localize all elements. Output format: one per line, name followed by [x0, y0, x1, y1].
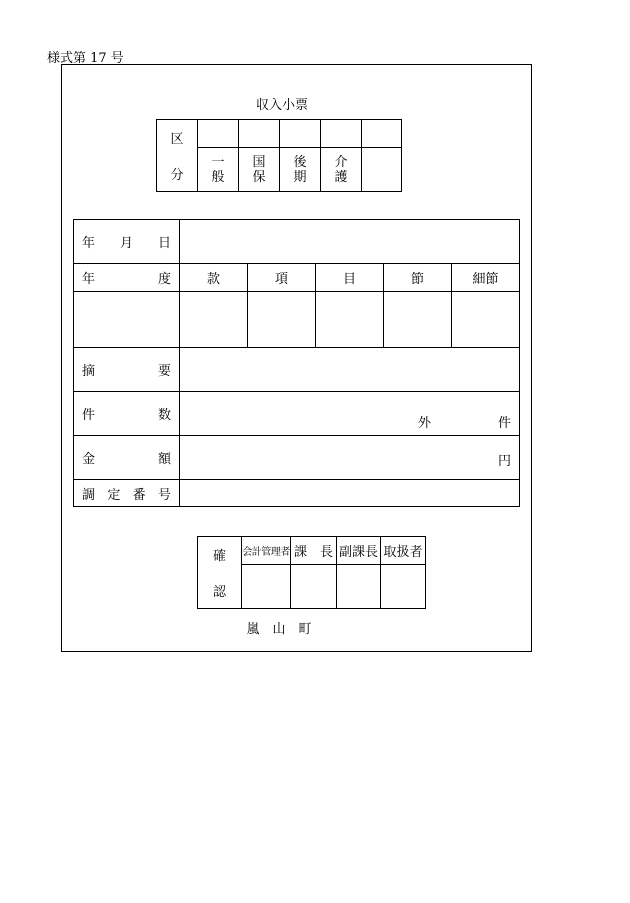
- kou-field[interactable]: [248, 292, 316, 348]
- amount-label: 金 額: [74, 436, 180, 480]
- category-check-kaigo[interactable]: [321, 120, 362, 148]
- confirm-label-bottom: 認: [212, 585, 226, 600]
- confirm-label-cell: [198, 537, 242, 609]
- role-section-chief: 課 長: [291, 537, 337, 565]
- adjust-number-field[interactable]: [180, 480, 520, 507]
- moku-field[interactable]: [316, 292, 384, 348]
- confirmation-table: [197, 536, 426, 609]
- form-title: [0, 94, 630, 113]
- role-deputy-chief: 副課長: [337, 537, 381, 565]
- summary-field[interactable]: [180, 348, 520, 392]
- kan-field[interactable]: [180, 292, 248, 348]
- date-field[interactable]: [180, 220, 520, 264]
- amount-unit: 円: [497, 454, 511, 469]
- category-blank: [362, 148, 402, 192]
- stamp-deputy-chief[interactable]: [337, 565, 381, 609]
- stamp-accounting-manager[interactable]: [242, 565, 291, 609]
- category-check-kouki[interactable]: [280, 120, 321, 148]
- count-unit: 件: [497, 416, 511, 431]
- category-kokuho: 国 保: [239, 148, 280, 192]
- category-general: 一 般: [198, 148, 239, 192]
- column-kou: 項: [248, 264, 316, 292]
- form-number-label: 様式第 17 号: [47, 51, 124, 66]
- stamp-section-chief[interactable]: [291, 565, 337, 609]
- count-outside-label: 外: [418, 416, 432, 431]
- confirm-label-top: 確: [212, 549, 226, 564]
- town-name: [0, 618, 630, 637]
- setsu-field[interactable]: [384, 292, 452, 348]
- category-label-cell: [157, 120, 198, 192]
- stamp-handler[interactable]: [381, 565, 426, 609]
- category-check-blank[interactable]: [362, 120, 402, 148]
- count-label: 件 数: [74, 392, 180, 436]
- summary-label: 摘 要: [74, 348, 180, 392]
- column-moku: 目: [316, 264, 384, 292]
- column-saisetsu: 細節: [452, 264, 520, 292]
- fiscal-year-label: 年 度: [74, 264, 180, 292]
- count-field[interactable]: [180, 392, 520, 436]
- date-label: 年 月 日: [74, 220, 180, 264]
- fiscal-year-field[interactable]: [74, 292, 180, 348]
- role-accounting-manager: 会計管理者: [242, 537, 291, 565]
- role-handler: 取扱者: [381, 537, 426, 565]
- adjust-number-label: 調 定 番 号: [74, 480, 180, 507]
- main-table: [73, 219, 520, 507]
- category-table: [156, 119, 402, 192]
- saisetsu-field[interactable]: [452, 292, 520, 348]
- form-title-text: 収入小票: [255, 98, 308, 113]
- category-label-bottom: 分: [170, 168, 184, 183]
- category-check-kokuho[interactable]: [239, 120, 280, 148]
- category-kouki: 後 期: [280, 148, 321, 192]
- column-kan: 款: [180, 264, 248, 292]
- column-setsu: 節: [384, 264, 452, 292]
- category-label-top: 区: [170, 132, 184, 147]
- amount-field[interactable]: [180, 436, 520, 480]
- category-kaigo: 介 護: [321, 148, 362, 192]
- town-name-text: 嵐 山 町: [246, 622, 312, 637]
- category-check-general[interactable]: [198, 120, 239, 148]
